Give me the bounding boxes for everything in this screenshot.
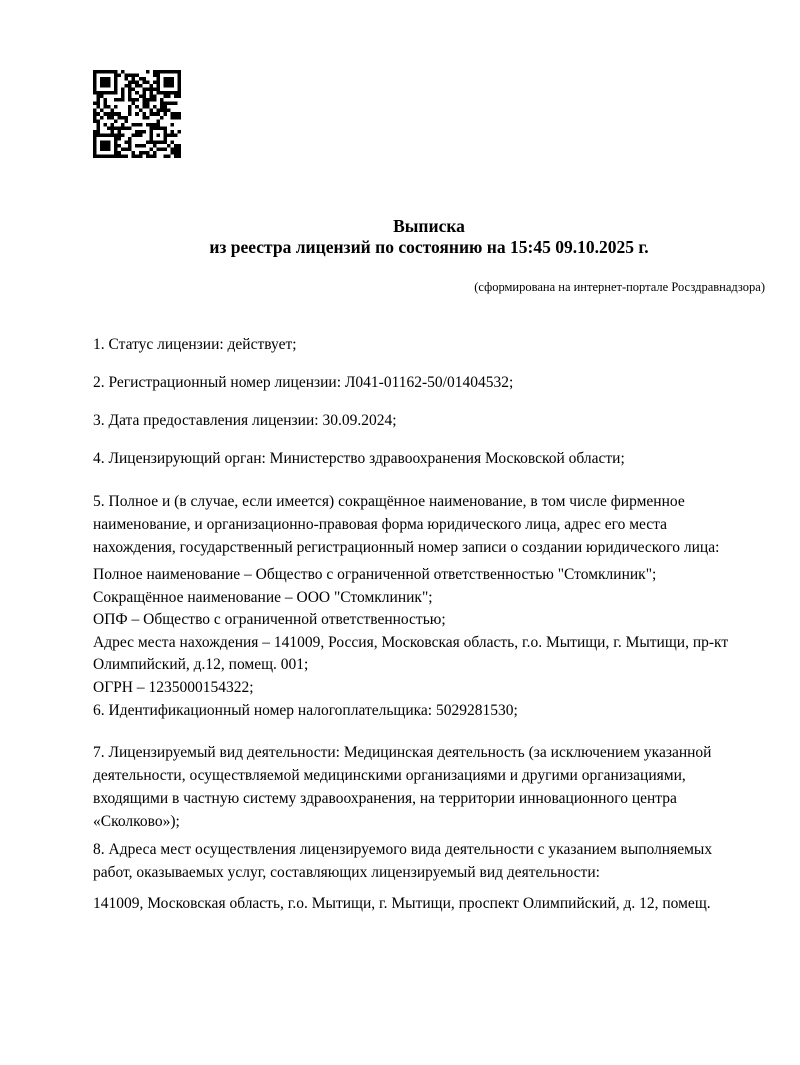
activity-addresses-heading-line: 8. Адреса мест осуществления лицензируемого вида деятельности с указанием выполняемых [93, 841, 713, 858]
activity-type-line: входящими в частную систему здравоохранения, на территории инновационного центра [93, 790, 677, 807]
org-legal-form-line: ОПФ – Общество с ограниченной ответственностью; [93, 611, 446, 628]
org-info-heading-line: наименование, и организационно-правовая форма юридического лица, адрес его места [93, 516, 668, 533]
document-title [93, 216, 765, 258]
activity-type-line: деятельности, осуществляемой медицинскими организациями и другими организациями, [93, 767, 686, 784]
registration-number-line: 2. Регистрационный номер лицензии: Л041-01162-50/01404532; [93, 374, 514, 391]
org-ogrn-line: ОГРН – 1235000154322; [93, 678, 254, 696]
paragraph-activity-address [93, 892, 765, 915]
licensing-authority-line: 4. Лицензирующий орган: Министерство здравоохранения Московской области; [93, 450, 625, 467]
document-content [93, 0, 765, 915]
document-subtitle: (сформирована на интернет-портале Росздравнадзора) [474, 280, 765, 294]
license-status-line: 1. Статус лицензии: действует; [93, 336, 297, 353]
paragraph-registration-number [93, 371, 765, 394]
activity-addresses-heading-line: работ, оказываемых услуг, составляющих лицензируемый вид деятельности: [93, 864, 600, 881]
paragraph-inn [93, 699, 765, 722]
title-line-2: из реестра лицензий по состоянию на 15:45 09.10.2025 г. [209, 237, 649, 257]
org-info-heading-line: 5. Полное и (в случае, если имеется) сокращённое наименование, в том числе фирменное [93, 493, 685, 510]
paragraph-org-details [93, 564, 765, 699]
org-info-heading-line: нахождения, государственный регистрационный номер записи о создании юридического лица: [93, 539, 720, 556]
paragraph-activity-type [93, 741, 765, 833]
activity-type-line: 7. Лицензируемый вид деятельности: Медицинская деятельность (за исключением указанной [93, 744, 712, 761]
paragraph-licensing-authority [93, 447, 765, 470]
org-address-line: Олимпийский, д.12, помещ. 001; [93, 656, 309, 673]
inn-line: 6. Идентификационный номер налогоплательщика: 5029281530; [93, 702, 518, 719]
org-full-name-line: Полное наименование – Общество с ограниченной ответственностью "Стомклиник"; [93, 566, 657, 583]
activity-address-line: 141009, Московская область, г.о. Мытищи, г. Мытищи, проспект Олимпийский, д. 12, помещ. [93, 895, 711, 912]
paragraph-grant-date [93, 409, 765, 432]
org-address-line: Адрес места нахождения – 141009, Россия, Московская область, г.о. Мытищи, г. Мытищи, пр-кт [93, 633, 729, 651]
paragraph-org-info-heading [93, 490, 765, 559]
paragraph-license-status [93, 333, 765, 356]
org-short-name-line: Сокращённое наименование – ООО "Стомклиник"; [93, 588, 433, 606]
title-line-1: Выписка [393, 216, 465, 236]
grant-date-line: 3. Дата предоставления лицензии: 30.09.2024; [93, 412, 397, 429]
activity-type-line: «Сколково»); [93, 813, 180, 830]
paragraph-activity-addresses-heading [93, 838, 765, 884]
